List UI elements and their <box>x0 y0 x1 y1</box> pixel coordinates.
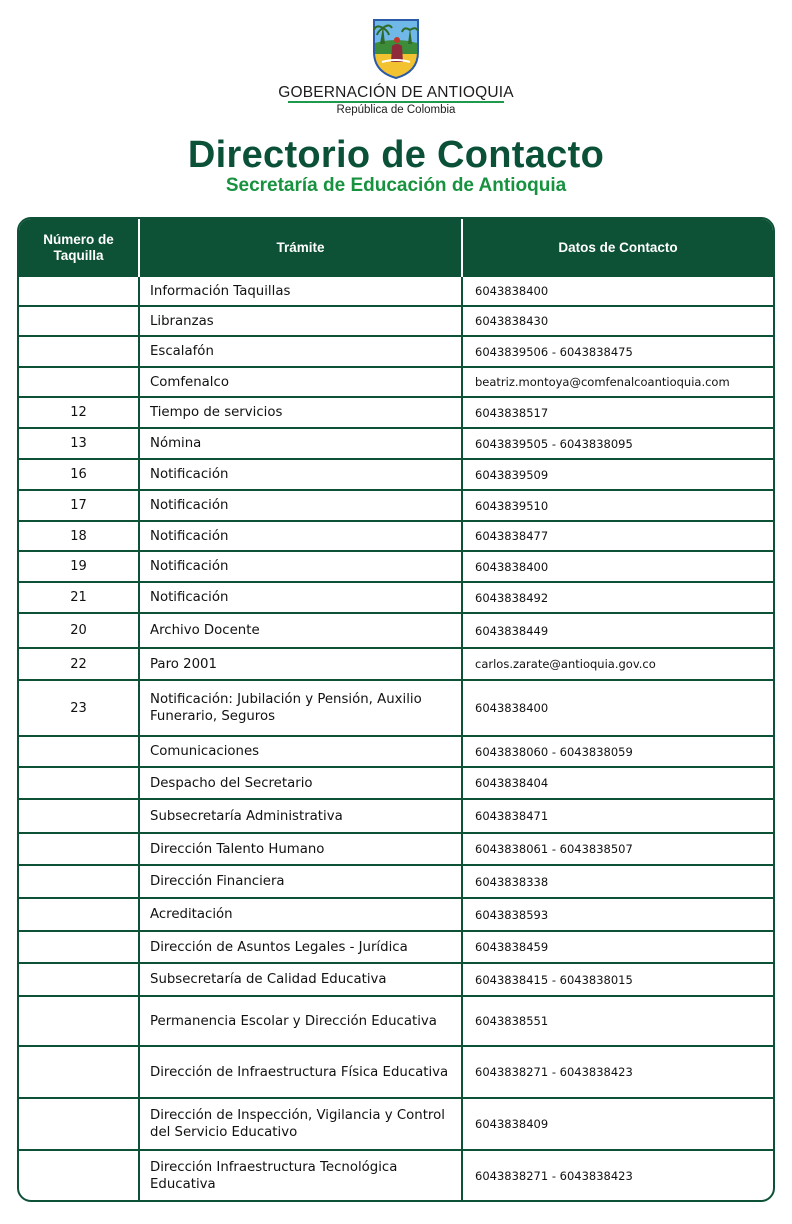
taquilla-cell <box>19 277 139 306</box>
contacto-cell: 6043838271 - 6043838423 <box>462 1046 773 1098</box>
tramite-cell: Archivo Docente <box>139 613 462 648</box>
tramite-cell: Libranzas <box>139 306 462 336</box>
contacto-cell: 6043838060 - 6043838059 <box>462 736 773 767</box>
contacto-cell: 6043838471 <box>462 799 773 833</box>
table-row <box>19 996 773 1046</box>
taquilla-cell <box>19 1046 139 1098</box>
column-header-contacto <box>462 219 773 277</box>
contacto-cell: beatriz.montoya@comfenalcoantioquia.com <box>462 367 773 397</box>
organization-subtitle: República de Colombia <box>336 104 456 116</box>
contacto-cell: 6043838271 - 6043838423 <box>475 1168 633 1183</box>
tramite-cell: Subsecretaría Administrativa <box>139 799 462 833</box>
contacto-cell: 6043838492 <box>462 582 773 613</box>
tramite-cell: Dirección Infraestructura Tecnológica Educativa <box>139 1150 462 1200</box>
tramite-cell: Despacho del Secretario <box>139 767 462 799</box>
taquilla-cell: 12 <box>19 397 139 428</box>
tramite-cell: Notificación <box>139 551 462 582</box>
tramite-cell: Notificación: Jubilación y Pensión, Auxilio Funerario, Seguros <box>139 680 462 736</box>
taquilla-cell: 22 <box>19 648 139 680</box>
contacto-cell: 6043838430 <box>462 306 773 336</box>
tramite-cell: Comfenalco <box>139 367 462 397</box>
tramite-cell: Tiempo de servicios <box>139 397 462 428</box>
column-header-taquilla-label: Número de Taquilla <box>43 232 114 263</box>
table-row <box>19 898 773 931</box>
contacto-cell: 6043839509 <box>462 459 773 490</box>
antioquia-coat-of-arms-icon <box>372 18 420 80</box>
tramite-cell: Subsecretaría de Calidad Educativa <box>139 963 462 996</box>
tramite-cell: Notificación <box>139 459 462 490</box>
column-header-tramite <box>139 219 462 277</box>
contacto-cell: 6043839510 <box>462 490 773 521</box>
table-row <box>19 648 773 680</box>
table-row <box>19 931 773 963</box>
contacto-cell: 6043838415 - 6043838015 <box>462 963 773 996</box>
tramite-cell: Dirección Talento Humano <box>139 833 462 865</box>
taquilla-cell: 21 <box>19 582 139 613</box>
column-header-tramite-label: Trámite <box>276 240 325 255</box>
tramite-cell: Comunicaciones <box>139 736 462 767</box>
table-row <box>19 521 773 551</box>
table-row <box>19 865 773 898</box>
contacto-cell: 6043838477 <box>462 521 773 551</box>
table-row <box>19 336 773 367</box>
contacto-cell: 6043838459 <box>462 931 773 963</box>
taquilla-cell <box>19 799 139 833</box>
table-row <box>19 277 773 306</box>
taquilla-cell <box>19 865 139 898</box>
tramite-cell: Acreditación <box>139 898 462 931</box>
organization-divider <box>288 101 504 103</box>
tramite-cell: Notificación <box>139 490 462 521</box>
tramite-cell: Notificación <box>139 521 462 551</box>
table-row <box>19 428 773 459</box>
tramite-cell: Notificación <box>139 582 462 613</box>
taquilla-cell <box>19 367 139 397</box>
contact-directory-table <box>17 217 775 1202</box>
tramite-cell: Dirección de Asuntos Legales - Jurídica <box>139 931 462 963</box>
contacto-cell: 6043839505 - 6043838095 <box>462 428 773 459</box>
table-row <box>19 1150 773 1200</box>
contacto-cell: 6043838061 - 6043838507 <box>462 833 773 865</box>
contacto-cell: 6043838449 <box>462 613 773 648</box>
contacto-cell: 6043838400 <box>462 680 773 736</box>
table-row <box>19 680 773 736</box>
page-header <box>0 0 792 210</box>
page-subtitle: Secretaría de Educación de Antioquia <box>225 175 567 196</box>
tramite-cell: Dirección de Inspección, Vigilancia y Control del Servicio Educativo <box>139 1098 462 1150</box>
taquilla-cell <box>19 306 139 336</box>
table-row <box>19 963 773 996</box>
taquilla-cell: 23 <box>19 680 139 736</box>
contacto-cell: 6043838551 <box>462 996 773 1046</box>
contacto-cell: 6043838593 <box>462 898 773 931</box>
tramite-cell: Escalafón <box>139 336 462 367</box>
table-row <box>19 1046 773 1098</box>
table-row <box>19 833 773 865</box>
table-header-row <box>19 219 773 277</box>
tramite-cell: Dirección de Infraestructura Física Educativa <box>139 1046 462 1098</box>
table-row <box>19 490 773 521</box>
tramite-cell: Permanencia Escolar y Dirección Educativa <box>139 996 462 1046</box>
tramite-cell: Paro 2001 <box>139 648 462 680</box>
taquilla-cell <box>19 931 139 963</box>
table-row <box>19 582 773 613</box>
column-header-taquilla <box>19 219 139 277</box>
taquilla-cell: 17 <box>19 490 139 521</box>
contacto-cell: 6043838338 <box>462 865 773 898</box>
taquilla-cell <box>19 996 139 1046</box>
organization-name: GOBERNACIÓN DE ANTIOQUIA <box>278 84 514 101</box>
page-title: Directorio de Contacto <box>187 134 605 176</box>
taquilla-cell <box>19 336 139 367</box>
taquilla-cell: 20 <box>19 613 139 648</box>
taquilla-cell <box>19 963 139 996</box>
tramite-cell: Nómina <box>139 428 462 459</box>
taquilla-cell <box>19 898 139 931</box>
table-row <box>19 1098 773 1150</box>
taquilla-cell: 19 <box>19 551 139 582</box>
tramite-cell: Dirección Financiera <box>139 865 462 898</box>
taquilla-cell <box>19 833 139 865</box>
column-header-contacto-label: Datos de Contacto <box>558 240 678 255</box>
table-row <box>19 459 773 490</box>
table-row <box>19 799 773 833</box>
contacto-cell: 6043838400 <box>462 551 773 582</box>
taquilla-cell <box>19 736 139 767</box>
table-row <box>19 306 773 336</box>
taquilla-cell <box>19 1098 139 1150</box>
table-row <box>19 397 773 428</box>
table-row <box>19 613 773 648</box>
taquilla-cell <box>19 767 139 799</box>
contacto-cell: 6043838409 <box>462 1098 773 1150</box>
taquilla-cell: 16 <box>19 459 139 490</box>
table-row <box>19 367 773 397</box>
table-row <box>19 736 773 767</box>
contacto-cell: carlos.zarate@antioquia.gov.co <box>462 648 773 680</box>
contacto-cell: 6043838404 <box>462 767 773 799</box>
table-row <box>19 551 773 582</box>
table-row <box>19 767 773 799</box>
tramite-cell: Información Taquillas <box>139 277 462 306</box>
contacto-cell: 6043839506 - 6043838475 <box>462 336 773 367</box>
contacto-cell: 6043838517 <box>462 397 773 428</box>
contacto-cell: 6043838400 <box>462 277 773 306</box>
taquilla-cell: 18 <box>19 521 139 551</box>
taquilla-cell: 13 <box>19 428 139 459</box>
taquilla-cell <box>19 1150 139 1200</box>
